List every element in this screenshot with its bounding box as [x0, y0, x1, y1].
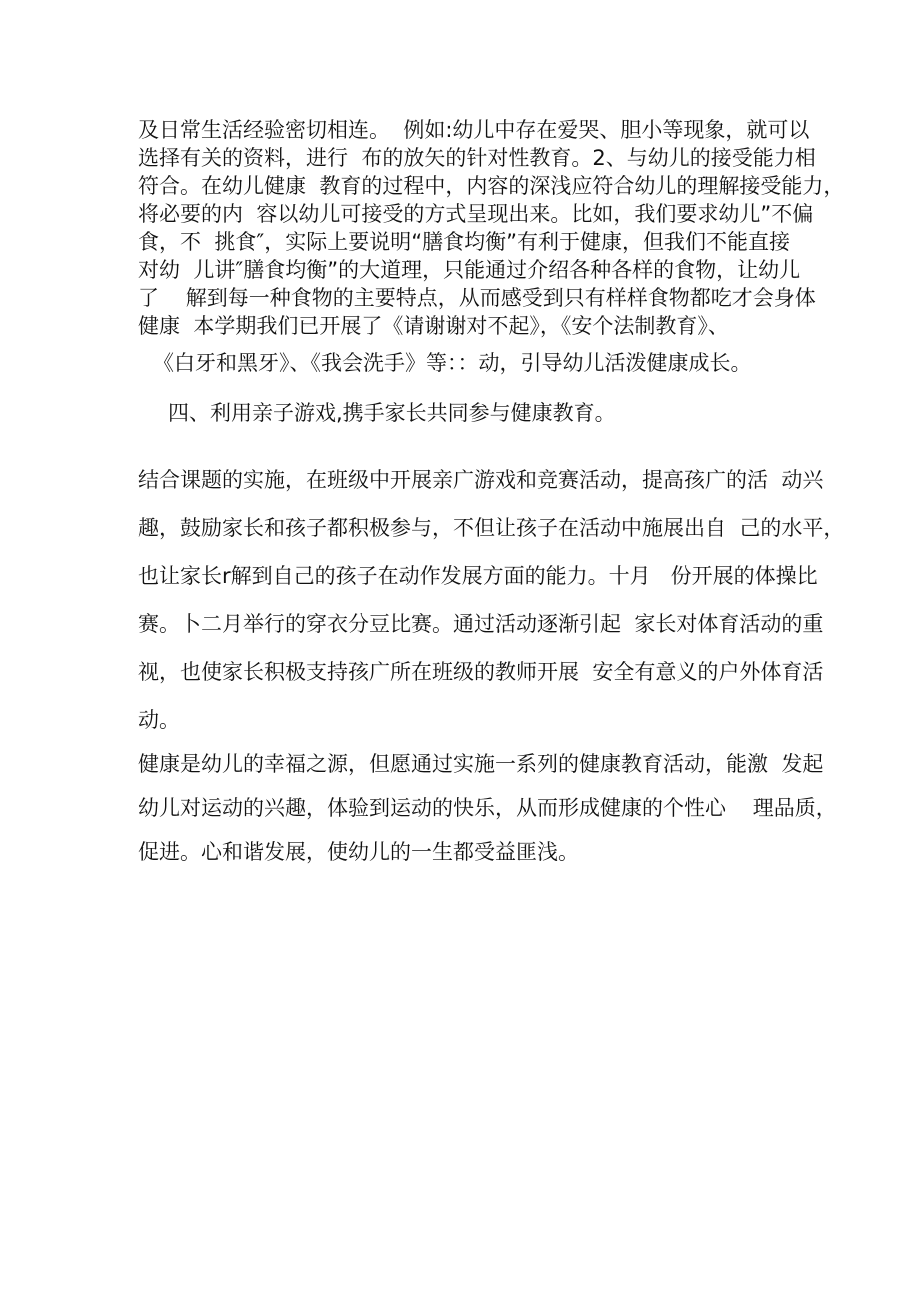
paragraph-parent-child-games — [138, 456, 845, 744]
text-line: 食，不 挑食″，实际上要说明“膳食均衡”有利于健康，但我们不能直接 — [138, 230, 790, 254]
text-line: 了 解到每一种食物的主要特点，从而感受到只有样样食物都吃才会身体 — [138, 286, 816, 310]
text-line: 及日常生活经验密切相连。 例如:幼儿中存在爱哭、胆小等现象，就可以 — [138, 118, 810, 142]
paragraph-health-content — [138, 116, 845, 340]
text-line: 《白牙和黑牙》、《我会洗手》等：：动，引导幼儿活泼健康成长。 — [153, 351, 752, 375]
text-line: 符合。在幼儿健康 教育的过程中，内容的深浅应符合幼儿的理解接受能力， — [138, 174, 845, 198]
text-line: 视，也使家长积极支持孩广所在班级的教师开展 安全有意义的户外体育活 — [138, 660, 824, 684]
text-line: 健康 本学期我们已开展了《请谢谢对不起》，《安个法制教育》、 — [138, 314, 729, 338]
text-line: 对幼 儿讲″膳食均衡”的大道理，只能通过介绍各种各样的食物，让幼儿 — [138, 258, 801, 282]
text-line: 也让家长r解到自己的孩子在动作发展方面的能力。十月 份开展的体操比 — [138, 564, 818, 588]
text-line: 幼儿对运动的兴趣，体验到运动的快乐，从而形成健康的个性心 理品质， — [138, 796, 837, 820]
text-line: 趣，鼓励家长和孩子都积极参与，不但让孩子在活动中施展出自 己的水平， — [138, 516, 845, 540]
paragraph-activities — [153, 348, 813, 378]
text-line: 促进。心和谐发展，使幼儿的一生都受益匪浅。 — [138, 840, 579, 864]
section-heading-four — [168, 398, 828, 428]
text-line: 四、利用亲子游戏,携手家长共同参与健康教育。 — [168, 401, 616, 425]
text-line: 选择有关的资料，进行 布的放矢的针对性教育。2、与幼儿的接受能力相 — [138, 146, 816, 170]
text-line: 赛。卜二月举行的穿衣分豆比赛。通过活动逐渐引起 家长对体育活动的重 — [138, 612, 824, 636]
text-line: 健康是幼儿的幸福之源，但愿通过实施一系列的健康教育活动，能激 发起 — [138, 752, 824, 776]
text-line: 将必要的内 容以幼儿可接受的方式呈现出来。比如，我们要求幼儿”不偏 — [138, 202, 814, 226]
text-line: 结合课题的实施，在班级中开展亲广游戏和竞赛活动，提高孩广的活 动兴 — [138, 468, 824, 492]
text-line: 动。 — [138, 708, 180, 732]
paragraph-conclusion — [138, 742, 837, 874]
